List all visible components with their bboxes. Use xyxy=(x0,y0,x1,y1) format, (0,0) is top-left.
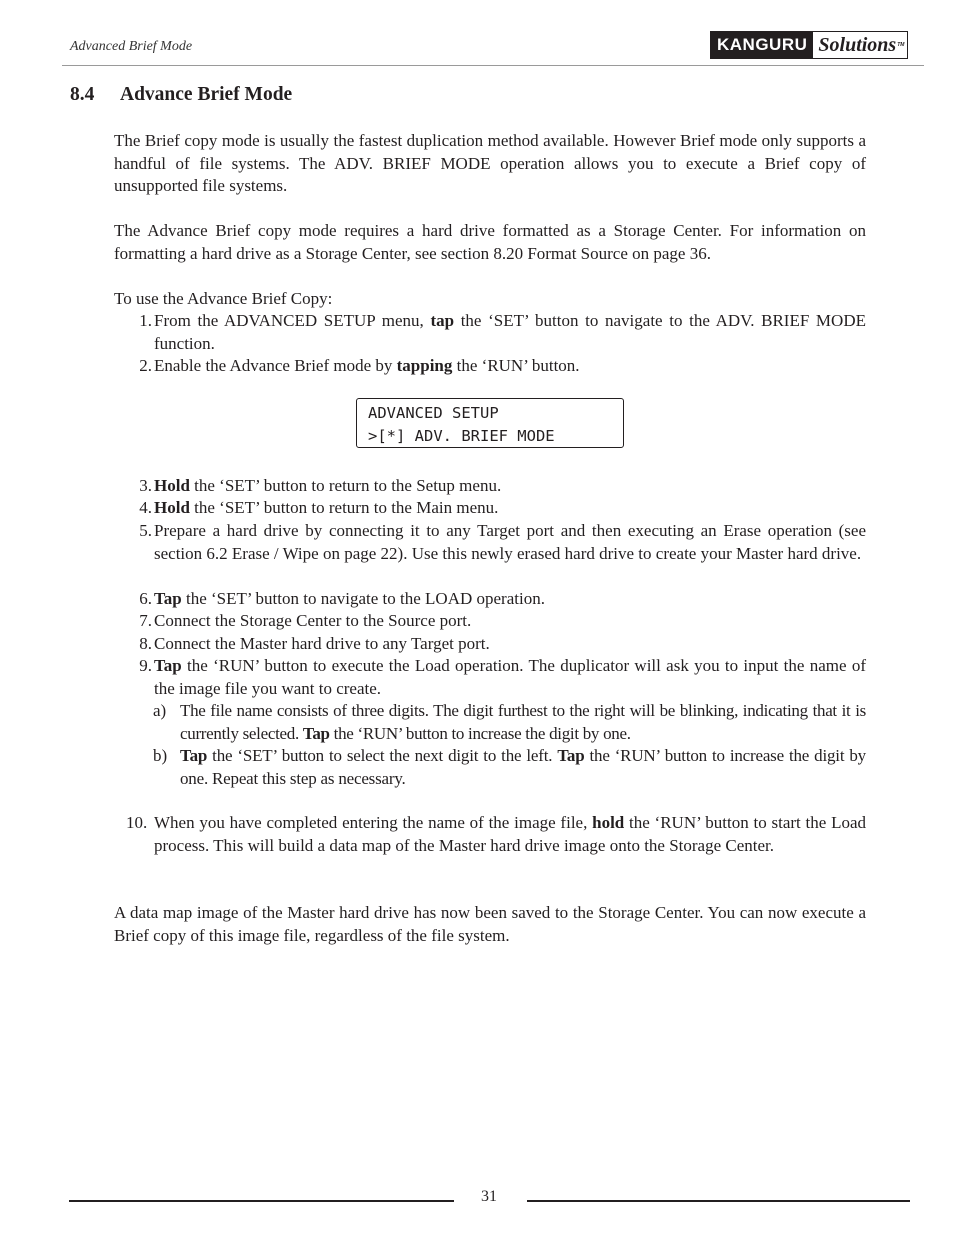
kanguru-solutions-logo xyxy=(710,31,908,59)
list-item: 9. Tap the ‘RUN’ button to execute the Load operation. The duplicator will ask you to input the name of the image file you want to create. xyxy=(139,656,866,698)
running-header-title: Advanced Brief Mode xyxy=(70,39,193,54)
list-item: 1. From the ADVANCED SETUP menu, tap the ‘SET’ button to navigate to the ADV. BRIEF MODE function. xyxy=(139,311,866,353)
header-divider xyxy=(62,65,924,66)
lcd-line-2: >[*] ADV. BRIEF MODE xyxy=(368,426,555,445)
list-item: 4. Hold the ‘SET’ button to return to the Main menu. xyxy=(139,498,499,517)
intro-paragraph: The Brief copy mode is usually the fastest duplication method available. However Brief mode only supports a handful of file systems. The ADV. BRIEF MODE operation allows you to execute a Brief copy of unsupported file systems. xyxy=(114,131,866,195)
list-item: 10. When you have completed entering the name of the image file, hold the ‘RUN’ button to start the Load process. This will build a data map of the Master hard drive image onto the Storage Center. xyxy=(126,813,866,855)
list-item: 3. Hold the ‘SET’ button to return to the Setup menu. xyxy=(139,476,502,495)
page-number: 31 xyxy=(481,1188,497,1205)
sub-list-item: b) Tap the ‘SET’ button to select the next digit to the left. Tap the ‘RUN’ button to increase the digit by one. Repeat this step as necessary. xyxy=(153,746,866,788)
footer-rule-left xyxy=(69,1200,454,1202)
lcd-display xyxy=(356,398,624,448)
steps-intro: To use the Advance Brief Copy: xyxy=(114,289,333,308)
lcd-line-1: ADVANCED SETUP xyxy=(368,404,499,422)
sub-list-item: a) The file name consists of three digits. The digit furthest to the right will be blinking, indicating that it is currently selected. Tap the ‘RUN’ button to increase the digit by one. xyxy=(153,701,866,743)
list-item: 6. Tap the ‘SET’ button to navigate to the LOAD operation. xyxy=(139,589,545,608)
list-item: 5. Prepare a hard drive by connecting it to any Target port and then executing an Erase operation (see section 6.2 Erase / Wipe on page 22). Use this newly erased hard drive to create your Master hard drive. xyxy=(139,521,866,563)
section-title: Advance Brief Mode xyxy=(120,84,293,105)
footer-rule-right xyxy=(527,1200,910,1202)
section-heading xyxy=(70,84,292,106)
section-number: 8.4 xyxy=(70,84,95,105)
list-item: 7. Connect the Storage Center to the Source port. xyxy=(139,611,472,630)
requirement-paragraph: The Advance Brief copy mode requires a hard drive formatted as a Storage Center. For information on formatting a hard drive as a Storage Center, see section 8.20 Format Source on page 36. xyxy=(114,221,866,263)
closing-paragraph: A data map image of the Master hard drive has now been saved to the Storage Center. You can now execute a Brief copy of this image file, regardless of the file system. xyxy=(114,903,866,945)
list-item: 8. Connect the Master hard drive to any Target port. xyxy=(139,634,490,653)
logo-brand: KANGURU xyxy=(711,32,813,58)
list-item: 2. Enable the Advance Brief mode by tapping the ‘RUN’ button. xyxy=(139,356,580,375)
logo-suffix: Solutions™ xyxy=(818,34,905,56)
